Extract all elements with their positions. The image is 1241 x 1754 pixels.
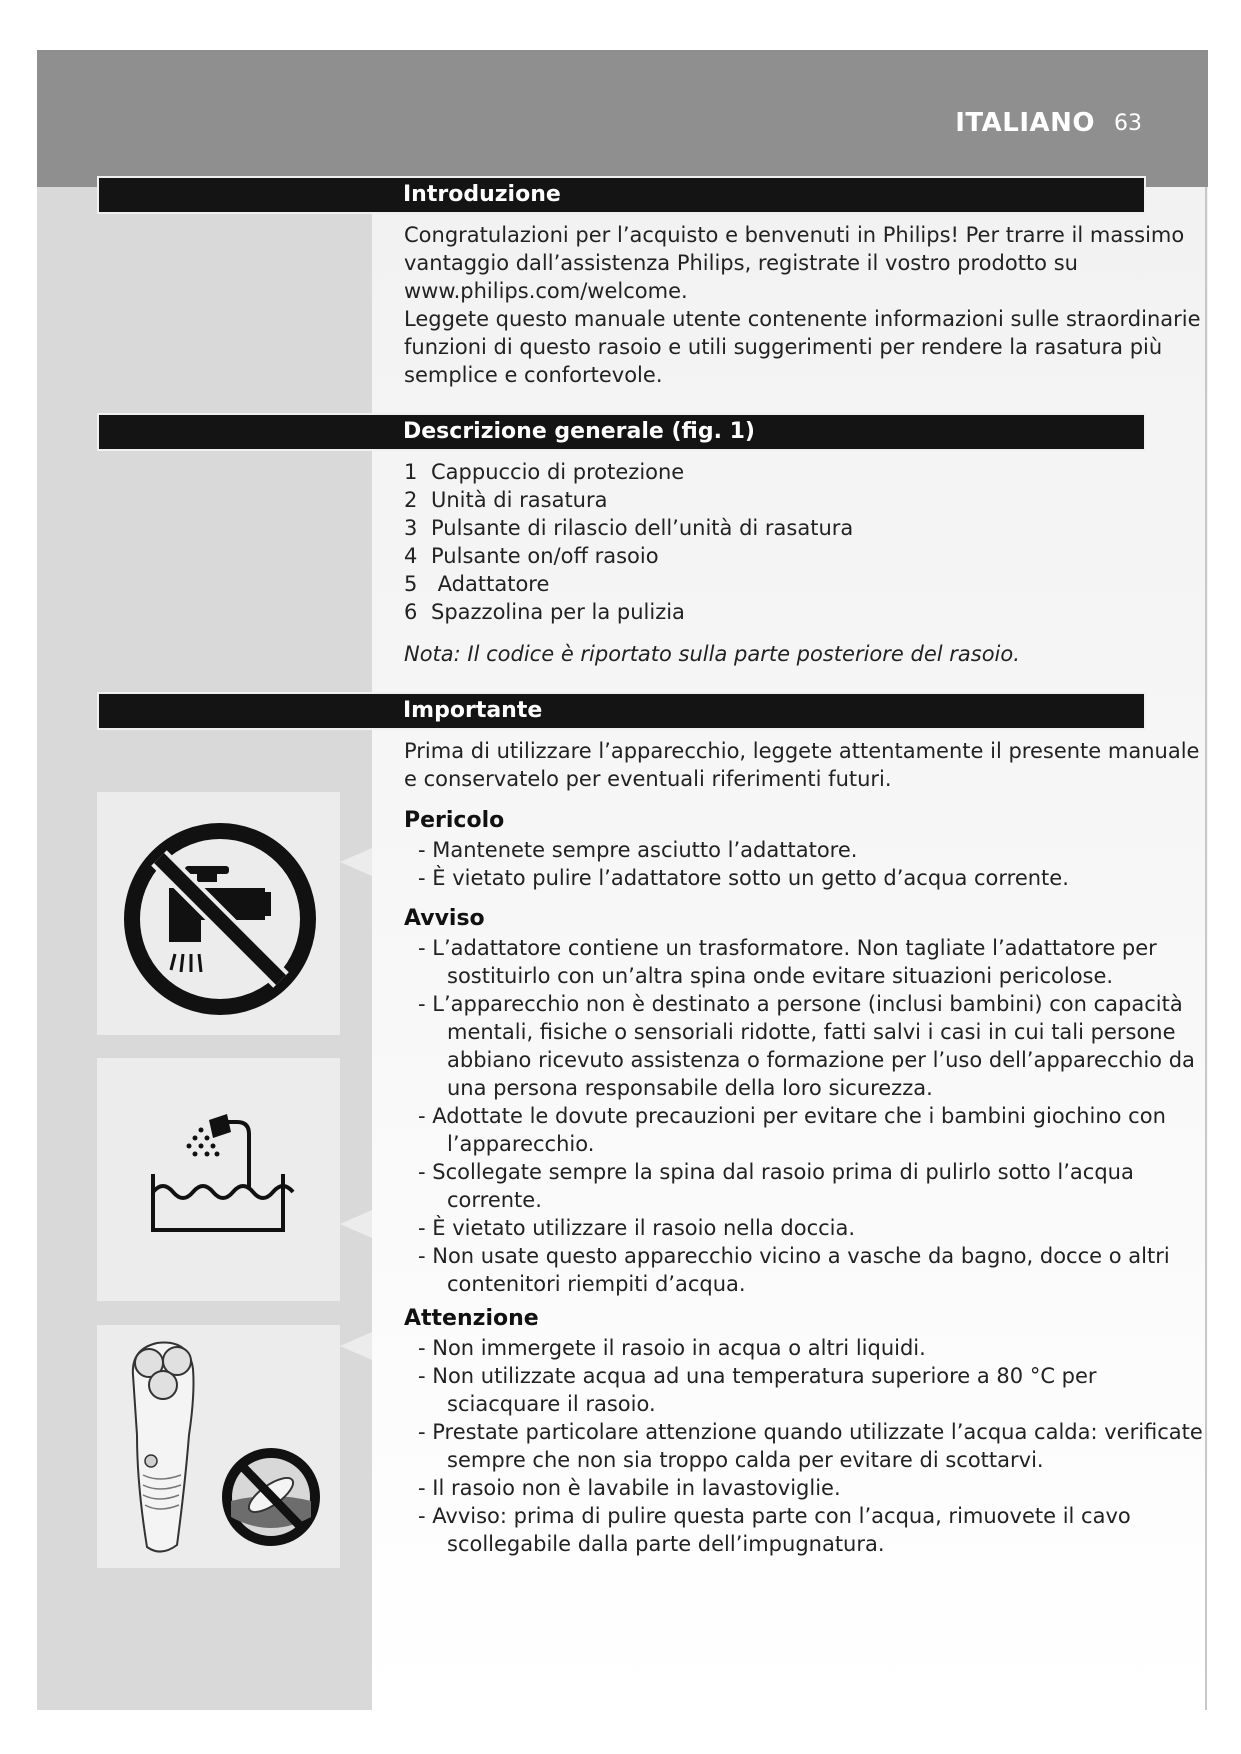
danger-heading: Pericolo [404, 808, 505, 833]
intro-line: Leggete questo manuale utente contenente informazioni sulle straordinarie [404, 307, 1201, 331]
warning-block [404, 904, 1195, 1298]
warning-bullet-cont: l’apparecchio. [447, 1132, 595, 1156]
no-water-tap-icon [97, 792, 340, 1035]
no-water-illustration [97, 792, 340, 1035]
shaver-no-immerse-icon [97, 1325, 340, 1568]
warning-bullet-cont: contenitori riempiti d’acqua. [447, 1272, 746, 1296]
section-bar-intro [97, 176, 1146, 214]
parts-list [404, 458, 1144, 626]
warning-bullet: - Non usate questo apparecchio vicino a vasche da bagno, docce o altri [418, 1244, 1170, 1268]
section-bar-important [97, 692, 1146, 730]
warning-bullet: - L’adattatore contiene un trasformatore. Non tagliate l’adattatore per [418, 936, 1157, 960]
important-intro-line: Prima di utilizzare l’apparecchio, leggete attentamente il presente manuale [404, 739, 1200, 763]
list-item: 5 Adattatore [404, 572, 550, 596]
warning-bullet: - L’apparecchio non è destinato a persone (inclusi bambini) con capacità [418, 992, 1183, 1016]
intro-line: www.philips.com/welcome. [404, 279, 688, 303]
caution-bullet-cont: sempre che non sia troppo calda per evitare di scottarvi. [447, 1448, 1044, 1472]
caution-bullet: - Il rasoio non è lavabile in lavastoviglie. [418, 1476, 841, 1500]
bath-shower-illustration [97, 1058, 340, 1301]
list-item: 1 Cappuccio di protezione [404, 460, 685, 484]
caution-heading: Attenzione [404, 1306, 539, 1331]
danger-bullet: - Mantenete sempre asciutto l’adattatore. [418, 838, 858, 862]
intro-text [404, 221, 1201, 389]
caution-bullet-cont: scollegabile dalla parte dell’impugnatura. [447, 1532, 885, 1556]
intro-line: funzioni di questo rasoio e utili suggerimenti per rendere la rasatura più [404, 335, 1163, 359]
section-title-description: Descrizione generale (fig. 1) [403, 419, 755, 444]
section-title-important: Importante [403, 698, 543, 723]
caution-bullet: - Non utilizzate acqua ad una temperatura superiore a 80 °C per [418, 1364, 1097, 1388]
caution-bullet: - Non immergete il rasoio in acqua o altri liquidi. [418, 1336, 926, 1360]
warning-bullet-cont: sostituirlo con un’altra spina onde evitare situazioni pericolose. [447, 964, 1114, 988]
warning-bullet-cont: mentali, fisiche o sensoriali ridotte, fatti salvi i casi in cui tali persone [447, 1020, 1176, 1044]
important-intro [404, 737, 1200, 793]
intro-line: Congratulazioni per l’acquisto e benvenuti in Philips! Per trarre il massimo [404, 223, 1185, 247]
intro-line: vantaggio dall’assistenza Philips, registrate il vostro prodotto su [404, 251, 1078, 275]
note-text: Nota: Il codice è riportato sulla parte posteriore del rasoio. [404, 642, 1020, 666]
section-title-intro: Introduzione [403, 182, 561, 207]
bath-shower-icon [97, 1058, 340, 1301]
warning-bullet: - Adottate le dovute precauzioni per evitare che i bambini giochino con [418, 1104, 1166, 1128]
list-item: 6 Spazzolina per la pulizia [404, 600, 685, 624]
important-intro-line: e conservatelo per eventuali riferimenti futuri. [404, 767, 892, 791]
caution-bullet: - Prestate particolare attenzione quando utilizzate l’acqua calda: verificate [418, 1420, 1203, 1444]
list-item: 4 Pulsante on/off rasoio [404, 544, 659, 568]
shaver-illustration [97, 1325, 340, 1568]
warning-bullet: - È vietato utilizzare il rasoio nella doccia. [418, 1216, 856, 1240]
illustration-pointer [340, 848, 372, 876]
illustration-pointer [340, 1332, 372, 1360]
danger-bullet: - È vietato pulire l’adattatore sotto un getto d’acqua corrente. [418, 866, 1069, 890]
page-number: 63 [1114, 111, 1142, 136]
warning-bullet-cont: una persona responsabile della loro sicurezza. [447, 1076, 933, 1100]
warning-heading: Avviso [404, 906, 485, 931]
list-item: 3 Pulsante di rilascio dell’unità di rasatura [404, 516, 854, 540]
warning-bullet: - Scollegate sempre la spina dal rasoio prima di pulirlo sotto l’acqua [418, 1160, 1134, 1184]
illustration-pointer [340, 1210, 372, 1238]
list-item: 2 Unità di rasatura [404, 488, 608, 512]
danger-block [404, 806, 1144, 892]
warning-bullet-cont: corrente. [447, 1188, 542, 1212]
caution-bullet: - Avviso: prima di pulire questa parte con l’acqua, rimuovete il cavo [418, 1504, 1131, 1528]
page-edge [1205, 187, 1207, 1710]
caution-bullet-cont: sciacquare il rasoio. [447, 1392, 656, 1416]
warning-bullet-cont: abbiano ricevuto assistenza o formazione per l’uso dell’apparecchio da [447, 1048, 1195, 1072]
language-title: ITALIANO [955, 108, 1095, 138]
caution-block [404, 1304, 1203, 1558]
intro-line: semplice e confortevole. [404, 363, 663, 387]
